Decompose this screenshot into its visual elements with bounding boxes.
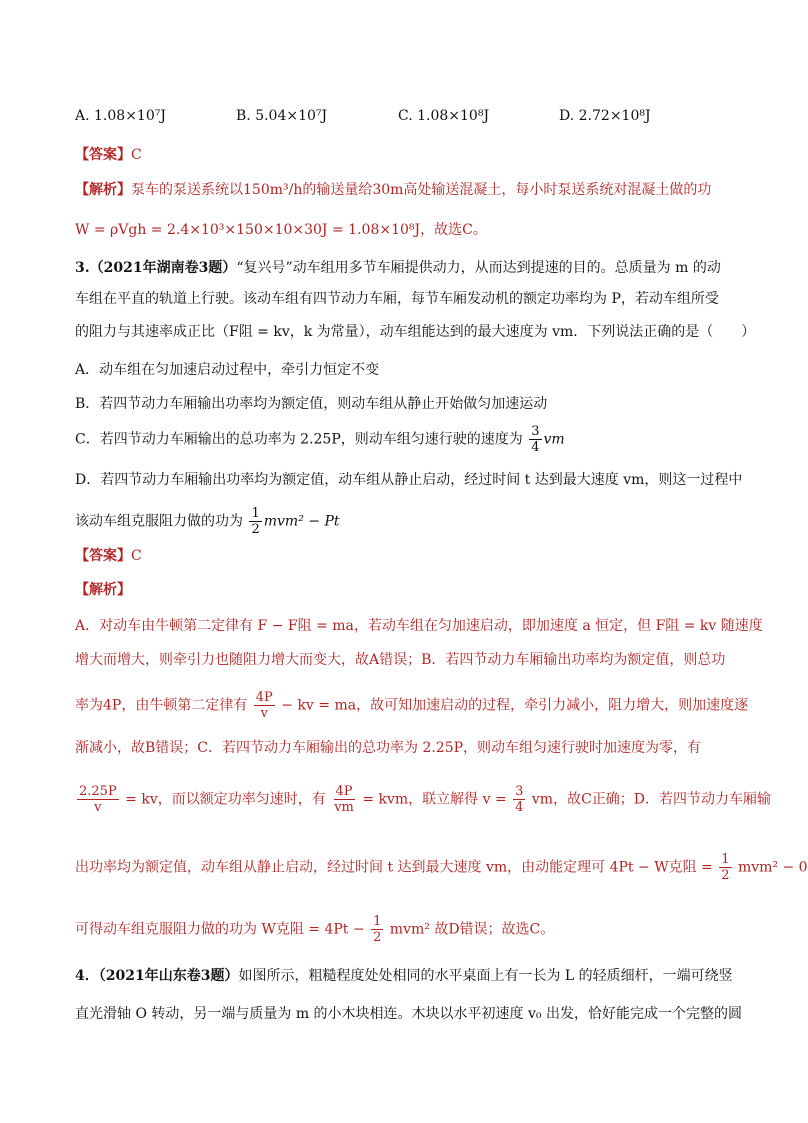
q4-stem-line1: 4．（2021年山东卷3题）如图所示，粗糙程度处处相同的水平桌面上有一长为 L 的轻质细杆，一端可绕竖: [75, 968, 733, 984]
q2-option-d: D. 2.72×10⁸J: [559, 108, 651, 124]
q3-option-d-line1: D．若四节动力车厢输出功率均为额定值，动车组从静止启动，经过时间 t 达到最大速度 vm，则这一过程中: [75, 472, 743, 488]
q4-stem-line2: 直光滑轴 O 转动，另一端与质量为 m 的小木块相连。木块以水平初速度 v₀ 出发，恰好能完成一个完整的圆: [75, 1006, 742, 1022]
q3-answer: 【答案】C: [75, 548, 142, 564]
q2-analysis-line2: W = ρVgh = 2.4×10³×150×10×30J = 1.08×10⁸J，故选C。: [75, 222, 487, 238]
q3-option-d-line2: 该动车组克服阻力做的功为 $\frac{1}{2}$ mvm² − Pt: [75, 506, 340, 537]
q2-option-b: B. 5.04×10⁷J: [236, 108, 328, 124]
q3-analysis-line6: 出功率均为额定值，动车组从静止启动，经过时间 t 达到最大速度 vm，由动能定理可 4Pt − W克阻 = $\frac{1}{2}$ mvm² − 0: [75, 852, 808, 883]
q2-answer: 【答案】C: [75, 147, 142, 163]
q3-analysis-line7: 可得动车组克服阻力做的功为 W克阻 = 4Pt − $\frac{1}{2}$ mvm² 故D错误；故选C。: [75, 914, 555, 945]
q3-stem-line3: 的阻力与其速率成正比（F阻 = kv，k 为常量），动车组能达到的最大速度为 vm．下列说法正确的是（ ）: [75, 324, 756, 340]
q3-analysis-line4: 渐减小，故B错误；C．若四节动力车厢输出的总功率为 2.25P，则动车组匀速行驶时加速度为零，有: [75, 740, 702, 756]
q3-analysis-line2: 增大而增大，则牵引力也随阻力增大而变大，故A错误；B．若四节动力车厢输出功率均为额定值，则总功: [75, 652, 726, 668]
q3-analysis-tag: 【解析】: [75, 582, 131, 598]
q2-option-a: A. 1.08×10⁷J: [75, 108, 166, 124]
q3-analysis-line3: 率为4P，由牛顿第二定律有 $\frac{4P}{v}$ − kv = ma，故可知加速启动的过程，牵引力减小，阻力增大，则加速度逐: [75, 690, 749, 721]
q3-analysis-line5: $\frac{2.25P}{v}$ = kv，而以额定功率匀速时，有 $\frac{4P}{vm}$ = kvm，联立解得 v = $\frac{3}{4}$ vm，故C正确；D．若四节动力车厢输: [79, 784, 772, 815]
q2-option-c: C. 1.08×10⁸J: [398, 108, 490, 124]
q3-stem-line2: 车组在平直的轨道上行驶。该动车组有四节动力车厢，每节车厢发动机的额定功率均为 P，若动车组所受: [75, 291, 719, 307]
q3-option-a: A．动车组在匀加速启动过程中，牵引力恒定不变: [75, 362, 380, 378]
q3-option-b: B．若四节动力车厢输出功率均为额定值，则动车组从静止开始做匀加速运动: [75, 396, 548, 412]
q3-analysis-line1: A．对动车由牛顿第二定律有 F − F阻 = ma，若动车组在匀加速启动，即加速度 a 恒定，但 F阻 = kv 随速度: [75, 618, 763, 634]
q3-stem-line1: 3.（2021年湖南卷3题）“复兴号”动车组用多节车厢提供动力，从而达到提速的目的。总质量为 m 的动: [75, 260, 721, 276]
q3-option-c: C．若四节动力车厢输出的总功率为 2.25P，则动车组匀速行驶的速度为 $\frac{3}{4}$ vm: [75, 424, 565, 455]
q2-analysis-line1: 【解析】泵车的泵送系统以150m³/h的输送量给30m高处输送混凝土，每小时泵送系统对混凝土做的功: [75, 182, 712, 198]
